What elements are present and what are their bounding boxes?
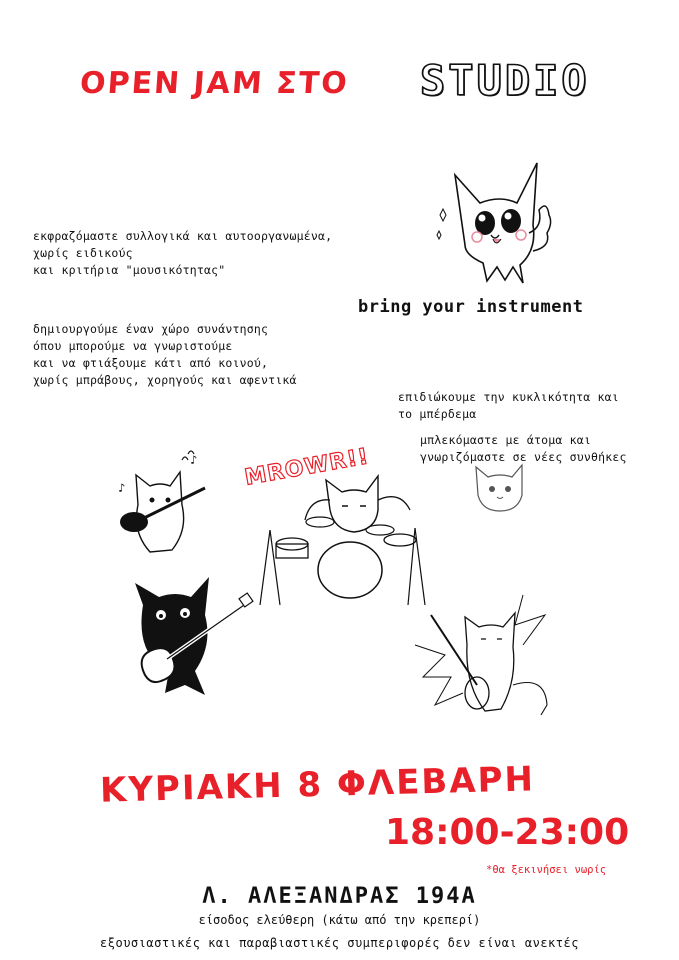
text-circulate: επιδιώκουμε την κυκλικότητα και το μπέρδεμα [398, 390, 619, 421]
event-address: Λ. ΑΛΕΞΑΝΔΡΑΣ 194Α [202, 884, 477, 909]
text-bring-instrument: bring your instrument [358, 297, 584, 317]
svg-text:♪: ♪ [118, 481, 126, 495]
mrowr-sound-text: MROWR!! [242, 444, 372, 491]
event-note: *θα ξεκινήσει νωρίς [486, 864, 607, 876]
text-create-space: δημιουργούμε έναν χώρο συνάντησης όπου μπορούμε να γνωριστούμε και να φτιάξουμε κάτι από κοινού, χωρίς μπράβους, χορηγούς και αφεντικά [33, 322, 297, 387]
title-open-jam: OPEN JAM ΣΤΟ [78, 66, 350, 101]
text-mix: μπλεκόμαστε με άτομα και γνωριζόμαστε σε νέες συνθήκες [420, 433, 627, 464]
small-cat-illustration [470, 455, 530, 515]
text-collective: εκφραζόμαστε συλλογικά και αυτοοργανωμένα, χωρίς ειδικούς και κριτήρια "μουσικότητας" [33, 229, 333, 277]
thumbs-up-cat-illustration [425, 155, 565, 290]
title-studio: STUDIO [420, 56, 590, 105]
event-date: ΚΥΡΙΑΚΗ 8 ΦΛΕΒΑΡΗ [99, 759, 536, 811]
guitar-cat-illustration [110, 450, 220, 560]
svg-text:♪: ♪ [190, 453, 198, 467]
black-cat-guitar-illustration [125, 575, 260, 700]
event-time: 18:00-23:00 [385, 812, 630, 853]
event-rules: εξουσιαστικές και παραβιαστικές συμπεριφορές δεν είναι ανεκτές [100, 936, 579, 950]
bass-cat-illustration [405, 585, 555, 730]
event-entry: είσοδος ελεύθερη (κάτω από την κρεπερί) [198, 913, 481, 927]
